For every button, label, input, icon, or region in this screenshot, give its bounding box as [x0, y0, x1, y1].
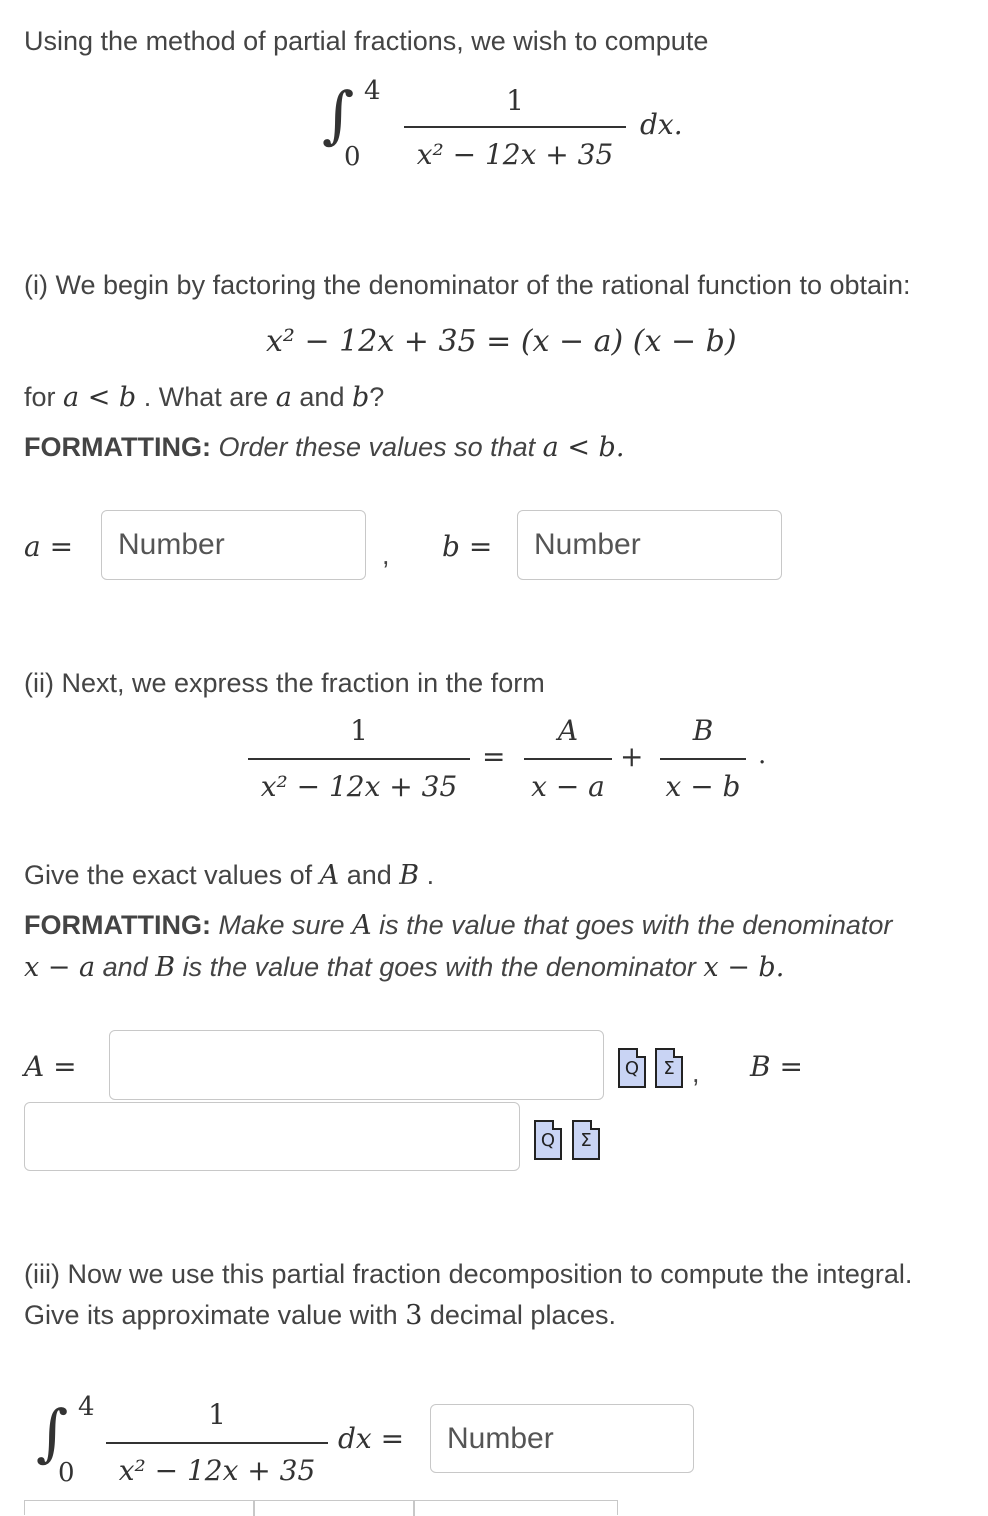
intro-text: Using the method of partial fractions, we wish to compute: [24, 26, 709, 56]
question-var-b: b: [351, 382, 370, 413]
lhs-numerator: 1: [350, 714, 368, 747]
integral-dx-eq: dx =: [338, 1422, 405, 1455]
lhs-fraction: [248, 714, 470, 806]
part1-prompt: (i) We begin by factoring the denominator of the rational function to obtain:: [24, 270, 911, 300]
formatting-text: Order these values so that: [218, 432, 536, 462]
question-var-a: a: [275, 382, 292, 413]
integral-dx: dx.: [640, 108, 683, 141]
preview-icon-2[interactable]: Q: [534, 1120, 562, 1160]
equals-sign: =: [482, 740, 506, 773]
part3-prompt-line1: (iii) Now we use this partial fraction decomposition to compute the integral.: [24, 1259, 913, 1289]
integral-lower-limit-2: 0: [58, 1458, 75, 1488]
integral-fraction-2: [106, 1398, 328, 1490]
integral-upper-limit-2: 4: [78, 1392, 95, 1422]
fraction-B: [660, 714, 746, 806]
part3-prompt-line2: [24, 1300, 616, 1331]
label-A: A =: [24, 1050, 77, 1083]
part1-question: [24, 382, 384, 413]
label-B: B =: [750, 1050, 803, 1083]
lhs-denominator: x² − 12x + 35: [260, 770, 458, 803]
label-b: b =: [442, 530, 493, 563]
give-values-text: [24, 860, 434, 891]
give-and: and: [346, 860, 392, 890]
integral-denominator: x² − 12x + 35: [416, 138, 614, 171]
fraction-B-numerator: B: [692, 714, 714, 747]
input-b[interactable]: [517, 510, 782, 580]
integral-upper-limit: 4: [364, 76, 381, 106]
input-integral-value[interactable]: [430, 1404, 694, 1473]
question-mid: . What are: [143, 382, 269, 412]
question-end: ?: [369, 382, 385, 412]
fmt-text-2: is the value that goes with the denominator: [379, 910, 893, 940]
fmt-var-B: B: [155, 952, 176, 983]
fmt-den-a: x − a: [24, 952, 96, 983]
part1-equation: x² − 12x + 35 = (x − a) (x − b): [266, 324, 737, 359]
integral-numerator: 1: [506, 84, 524, 117]
part2-formatting-line1: [24, 910, 892, 941]
fraction-A-denominator: x − a: [531, 770, 605, 803]
fmt-text-1: Make sure: [218, 910, 345, 940]
integral-fraction: [404, 84, 626, 174]
label-a: a =: [24, 530, 74, 563]
integral-lower-limit: 0: [344, 142, 361, 172]
part2-formatting-line2: [24, 952, 784, 983]
fraction-A: [524, 714, 612, 806]
question-cond: a < b: [63, 382, 137, 413]
prompt-line2-b: decimal places.: [429, 1300, 616, 1330]
give-var-B: B: [399, 860, 420, 891]
formatting-cond: a < b.: [542, 432, 625, 463]
comma-separator: ,: [382, 540, 390, 570]
question-and: and: [299, 382, 345, 412]
give-prefix: Give the exact values of: [24, 860, 313, 890]
integral-numerator-2: 1: [208, 1398, 226, 1431]
fmt-den-b: x − b.: [703, 952, 785, 983]
integral-sign-2: ∫: [36, 1396, 69, 1469]
decimals-value: 3: [405, 1300, 423, 1331]
question-prefix: for: [24, 382, 56, 412]
fraction-B-denominator: x − b: [665, 770, 741, 803]
fmt-text-3: and: [102, 952, 148, 982]
fmt-var-A: A: [352, 910, 372, 941]
give-end: .: [426, 860, 435, 890]
integral-denominator-2: x² − 12x + 35: [118, 1454, 316, 1487]
comma-separator-2: ,: [692, 1058, 700, 1088]
plus-sign: +: [620, 740, 644, 773]
equation-editor-icon-2[interactable]: Σ: [572, 1120, 600, 1160]
period: .: [758, 740, 767, 770]
integral-sign: ∫: [322, 78, 355, 151]
preview-icon[interactable]: Q: [618, 1048, 646, 1088]
give-var-A: A: [319, 860, 340, 891]
fmt-text-4: is the value that goes with the denominator: [182, 952, 696, 982]
formatting-label: FORMATTING:: [24, 432, 211, 462]
prompt-line2-a: Give its approximate value with: [24, 1300, 398, 1330]
equation-editor-icon[interactable]: Σ: [655, 1048, 683, 1088]
input-a[interactable]: [101, 510, 366, 580]
bottom-table-edge: [24, 1500, 618, 1515]
input-A[interactable]: [109, 1030, 604, 1100]
input-B[interactable]: [24, 1102, 520, 1171]
part1-formatting: [24, 432, 624, 463]
fraction-A-numerator: A: [557, 714, 579, 747]
part2-prompt: (ii) Next, we express the fraction in the form: [24, 668, 545, 698]
formatting-label-2: FORMATTING:: [24, 910, 211, 940]
